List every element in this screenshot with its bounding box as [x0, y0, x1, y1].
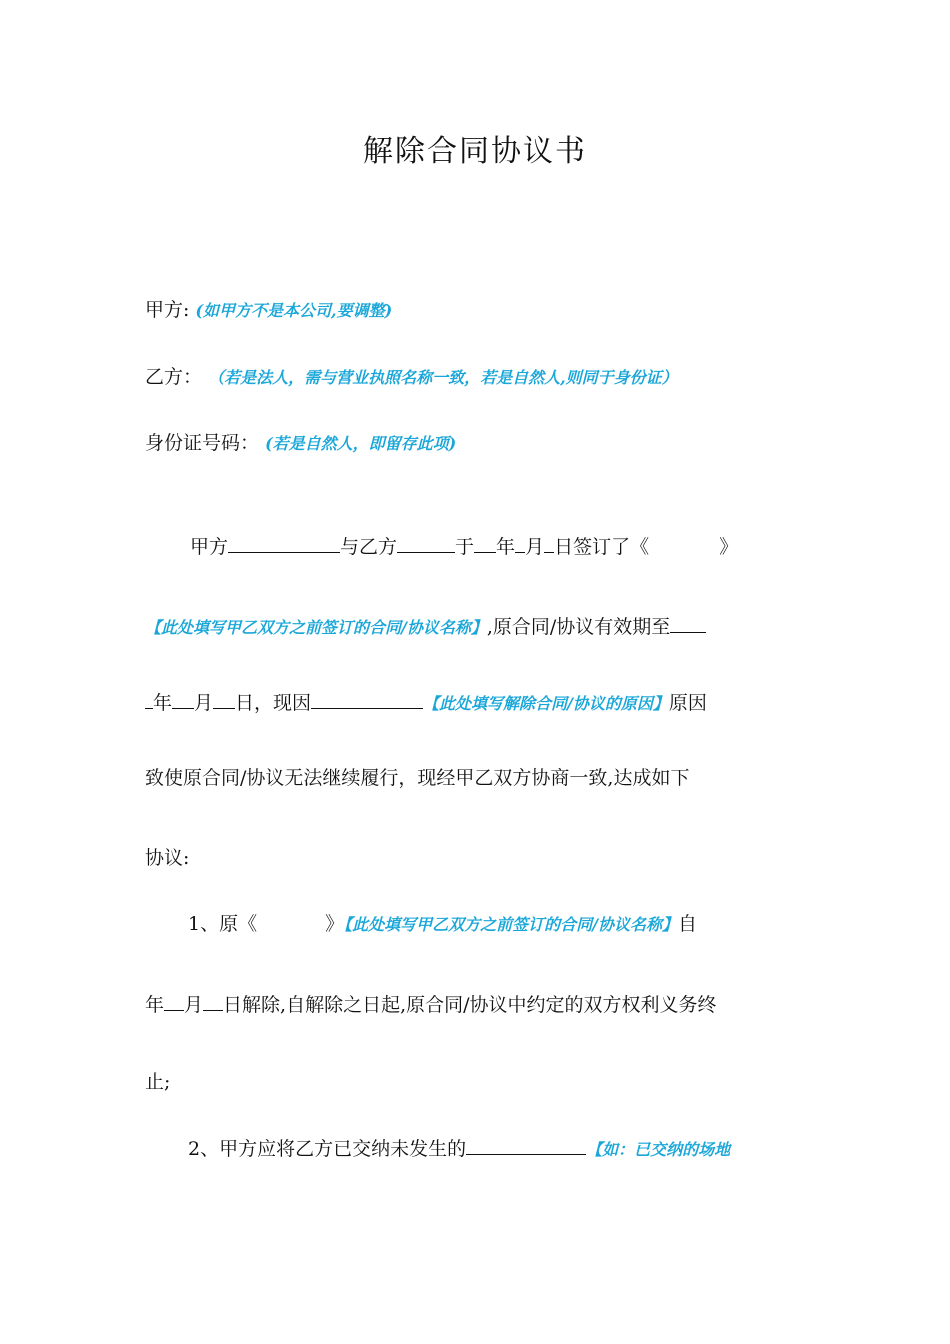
clause-text: 月 — [184, 994, 204, 1016]
body-paragraph-line-3 — [145, 688, 707, 718]
party-b-line — [145, 363, 678, 392]
body-text: 与乙方 — [340, 536, 398, 558]
id-number-note: (若是自然人，即留存此项) — [265, 434, 457, 453]
blank-field — [311, 688, 423, 709]
body-text: 日签订了《 — [554, 536, 650, 558]
body-text: 原因 — [668, 692, 707, 714]
body-paragraph-line-4 — [145, 764, 689, 792]
clause-text: 止; — [145, 1071, 171, 1093]
blank-field — [544, 532, 554, 553]
blank-field — [670, 612, 706, 633]
blank-field — [145, 688, 153, 709]
blank-field — [213, 688, 235, 709]
body-paragraph-line-2 — [145, 612, 706, 642]
blank-field — [515, 532, 525, 553]
clause-1-line-1 — [188, 910, 697, 939]
party-b-label: 乙方： — [145, 366, 203, 388]
clause-text: 2、甲方应将乙方已交纳未发生的 — [188, 1138, 467, 1160]
contract-name-note: 【此处填写甲乙双方之前签订的合同/协议名称】 — [344, 915, 678, 934]
id-number-label: 身份证号码： — [145, 432, 260, 454]
clause-1-line-3 — [145, 1068, 170, 1096]
termination-reason-note: 【此处填写解除合同/协议的原因】 — [423, 694, 669, 713]
body-text: ,原合同/协议有效期至 — [486, 616, 671, 638]
blank-field — [172, 688, 194, 709]
body-paragraph-line-1 — [190, 532, 738, 561]
body-text: 年 — [153, 692, 173, 714]
body-text: 于 — [455, 536, 475, 558]
body-text: 甲方 — [190, 536, 229, 558]
body-text: 》 — [719, 536, 739, 558]
document-title: 解除合同协议书 — [363, 134, 587, 169]
blank-field — [466, 1134, 586, 1155]
contract-name-note: 【此处填写甲乙双方之前签订的合同/协议名称】 — [145, 618, 487, 637]
blank-field — [164, 990, 184, 1011]
body-text: 协议: — [145, 847, 190, 869]
body-text: 日，现因 — [235, 692, 312, 714]
body-text: 月 — [525, 536, 545, 558]
body-text: 致使原合同/协议无法继续履行，现经甲乙双方协商一致,达成如下 — [145, 767, 690, 789]
body-text: 月 — [194, 692, 214, 714]
body-paragraph-line-5 — [145, 844, 189, 872]
party-a-line — [145, 296, 392, 325]
clause-text: 日解除,自解除之日起,原合同/协议中约定的双方权利义务终 — [223, 994, 717, 1016]
clause-text: 自 — [677, 913, 697, 935]
party-b-note: （若是法人，需与营业执照名称一致，若是自然人,则同于身份证） — [208, 368, 678, 387]
blank-field — [228, 532, 340, 553]
blank-field — [397, 532, 455, 553]
clause-text: 年 — [145, 994, 165, 1016]
blank-field — [474, 532, 496, 553]
clause-1-line-2 — [145, 990, 717, 1019]
clause-text: 》 — [325, 913, 345, 935]
party-a-label: 甲方: — [145, 299, 190, 321]
id-number-line — [145, 429, 456, 458]
clause-text: 1、原《 — [188, 913, 258, 935]
party-a-note: (如甲方不是本公司,要调整) — [195, 301, 393, 320]
blank-field — [203, 990, 223, 1011]
clause-2-line-1 — [188, 1134, 730, 1164]
prepaid-item-note: 【如：已交纳的场地 — [586, 1140, 731, 1159]
body-text: 年 — [496, 536, 516, 558]
